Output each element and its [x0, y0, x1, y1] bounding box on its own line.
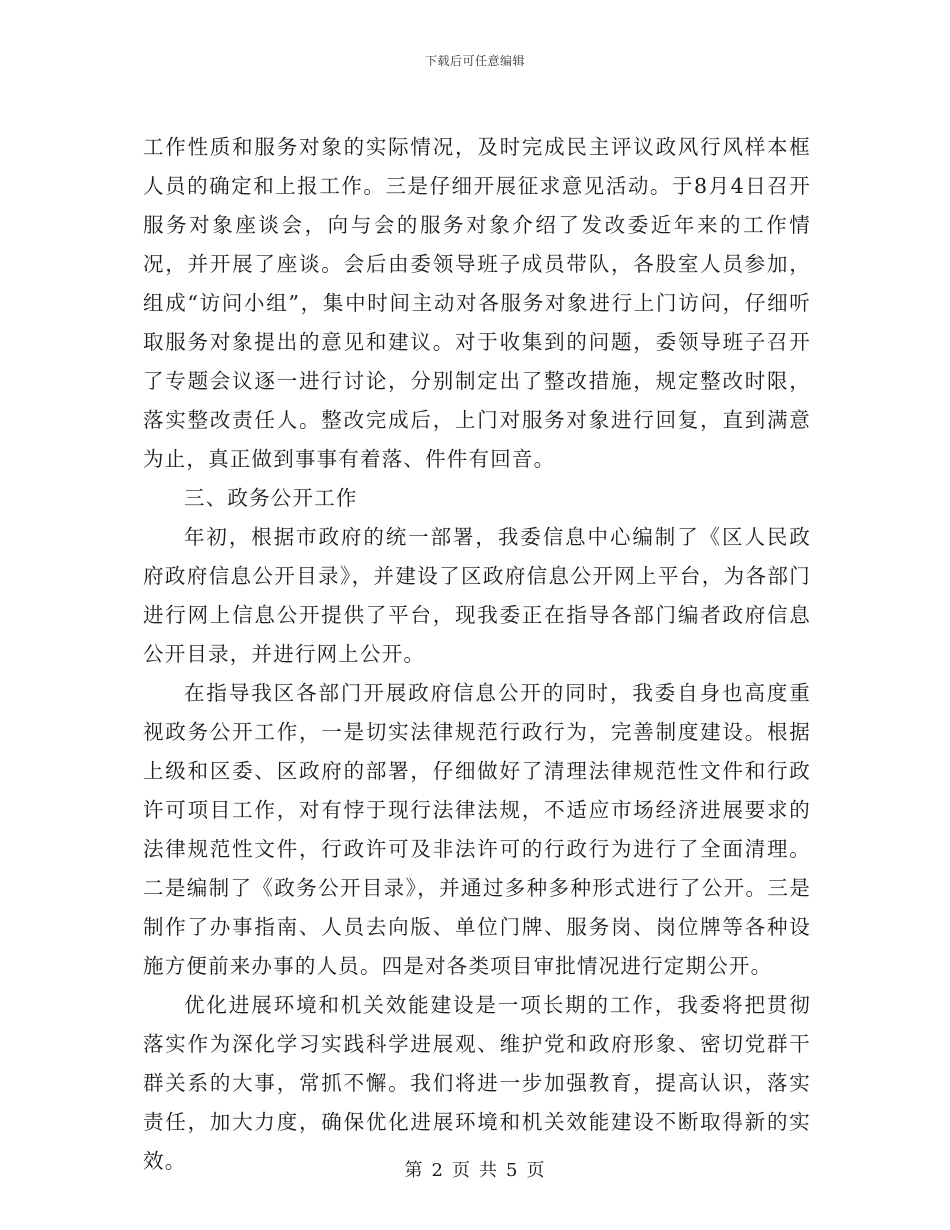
page-header-note: 下载后可任意编辑 [424, 54, 525, 68]
page-footer [0, 1156, 950, 1182]
footer-current-page: 2 [431, 1160, 444, 1181]
footer-total-pages: 5 [506, 1160, 519, 1181]
section-heading-3: 三、政务公开工作 [184, 486, 358, 510]
paragraph-4: 优化进展环境和机关效能建设是一项长期的工作，我委将把贯彻落实作为深化学习实践科学进展观、维护党和政府形象、密切党群干群关系的大事，常抓不懈。我们将进一步加强教育，提高认识，落实责任，加大力度，确保优化进展环境和机关效能建设不断取得新的实效。 [143, 993, 811, 1173]
footer-page-word: 页 [452, 1160, 471, 1181]
footer-suffix: 页 [526, 1160, 546, 1181]
document-body [143, 128, 811, 1181]
paragraph-2: 年初，根据市政府的统一部署，我委信息中心编制了《区人民政府政府信息公开目录》，并建设了区政府信息公开网上平台，为各部门进行网上信息公开提供了平台，现我委正在指导各部门编者政府信息公开目录，并进行网上公开。 [143, 525, 811, 666]
paragraph-3: 在指导我区各部门开展政府信息公开的同时，我委自身也高度重视政务公开工作，一是切实法律规范行政行为，完善制度建设。根据上级和区委、区政府的部署，仔细做好了清理法律规范性文件和行政许可项目工作，对有悖于现行法律法规，不适应市场经济进展要求的法律规范性文件，行政许可及非法许可的行政行为进行了全面清理。二是编制了《政务公开目录》，并通过多种多种形式进行了公开。三是制作了办事指南、人员去向版、单位门牌、服务岗、岗位牌等各种设施方便前来办事的人员。四是对各类项目审批情况进行定期公开。 [143, 681, 811, 978]
paragraph-1: 工作性质和服务对象的实际情况，及时完成民主评议政风行风样本框人员的确定和上报工作。三是仔细开展征求意见活动。于8月4日召开服务对象座谈会，向与会的服务对象介绍了发改委近年来的工作情况，并开展了座谈。会后由委领导班子成员带队，各股室人员参加，组成“访问小组”，集中时间主动对各服务对象进行上门访问，仔细听取服务对象提出的意见和建议。对于收集到的问题，委领导班子召开了专题会议逐一进行讨论，分别制定出了整改措施，规定整改时限，落实整改责任人。整改完成后，上门对服务对象进行回复，直到满意为止，真正做到事事有着落、件件有回音。 [143, 135, 811, 471]
footer-total-word: 共 [479, 1160, 498, 1181]
footer-prefix: 第 [404, 1160, 424, 1181]
